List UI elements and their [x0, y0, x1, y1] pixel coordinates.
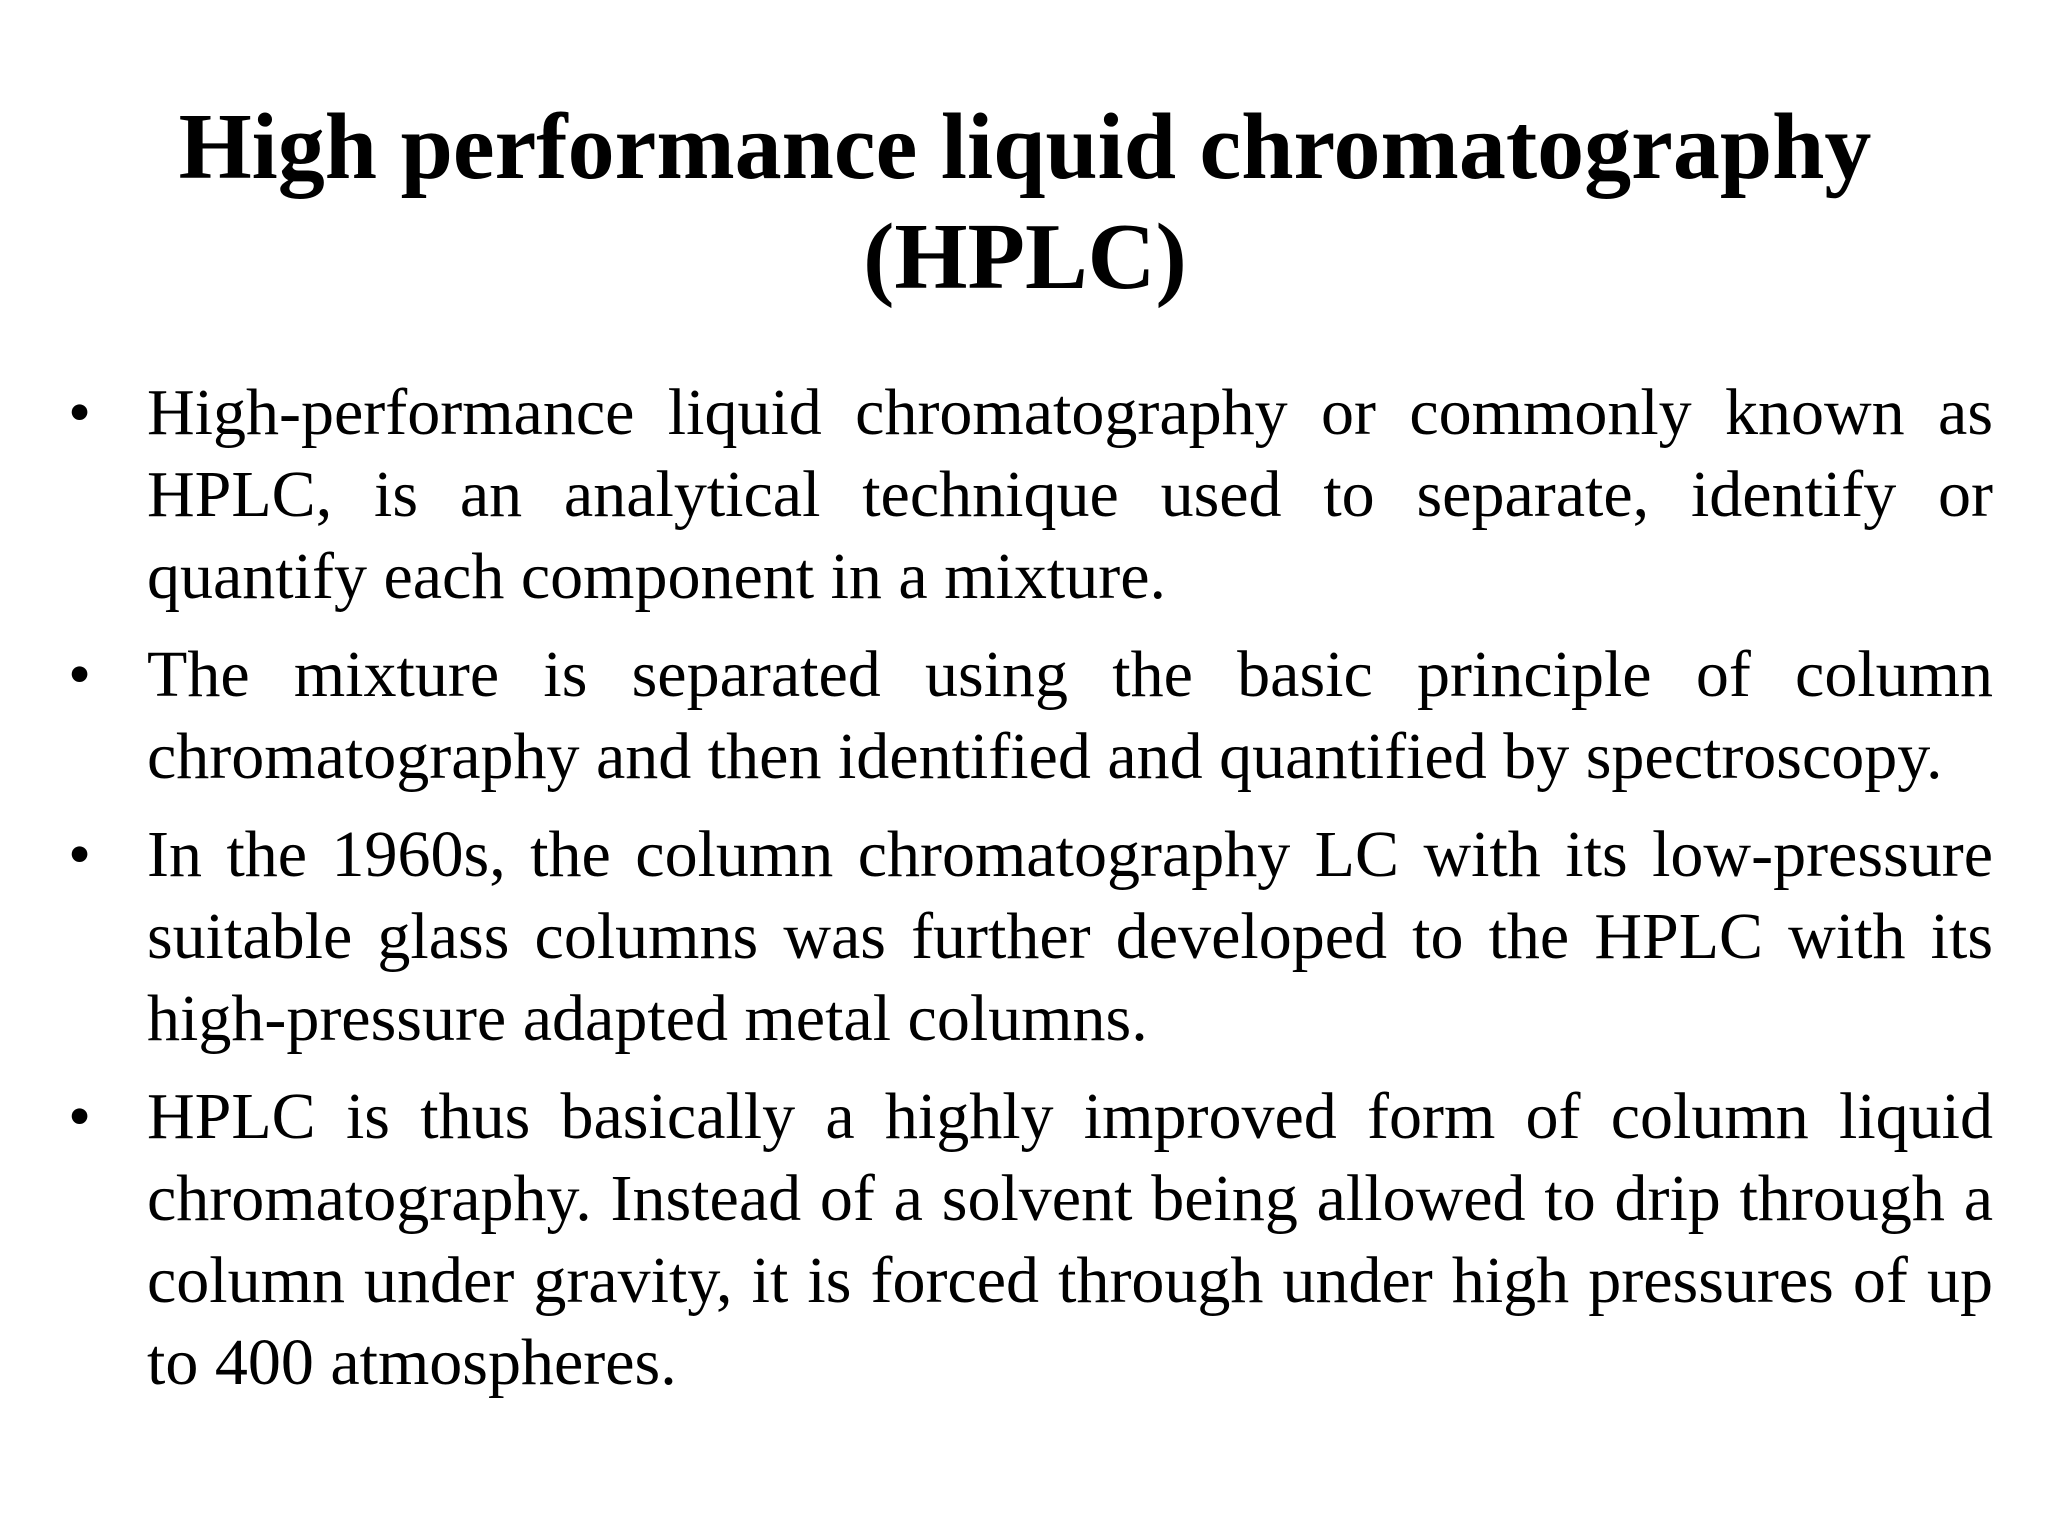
bullet-text: HPLC is thus basically a highly improved form of column liquid chromatography. Instead of a solvent being allowed to drip through a column under gravity, it is forced through under high pressures of up to 400 atmospheres. [147, 1080, 1993, 1399]
bullet-point-icon: • [68, 818, 92, 891]
bullet-point-icon: • [68, 376, 92, 449]
bullet-text: The mixture is separated using the basic principle of column chromatography and then identified and quantified by spectroscopy. [147, 638, 1993, 793]
bullet-point-icon: • [68, 638, 92, 711]
bullet-list [0, 372, 2048, 1420]
bullet-item-history [0, 814, 2048, 1060]
bullet-text: In the 1960s, the column chromatography LC with its low-pressure suitable glass columns was further developed to the HPLC with its high-pressure adapted metal columns. [147, 818, 1993, 1055]
slide-title [100, 92, 1950, 312]
slide-title-line-1: High performance liquid chromatography [178, 95, 1872, 199]
bullet-item-definition [0, 372, 2048, 618]
bullet-item-improvement [0, 1076, 2048, 1404]
bullet-item-principle [0, 634, 2048, 798]
bullet-text: High-performance liquid chromatography or commonly known as HPLC, is an analytical technique used to separate, identify or quantify each component in a mixture. [147, 376, 1993, 613]
slide-title-line-2: (HPLC) [863, 205, 1187, 309]
bullet-point-icon: • [68, 1080, 92, 1153]
